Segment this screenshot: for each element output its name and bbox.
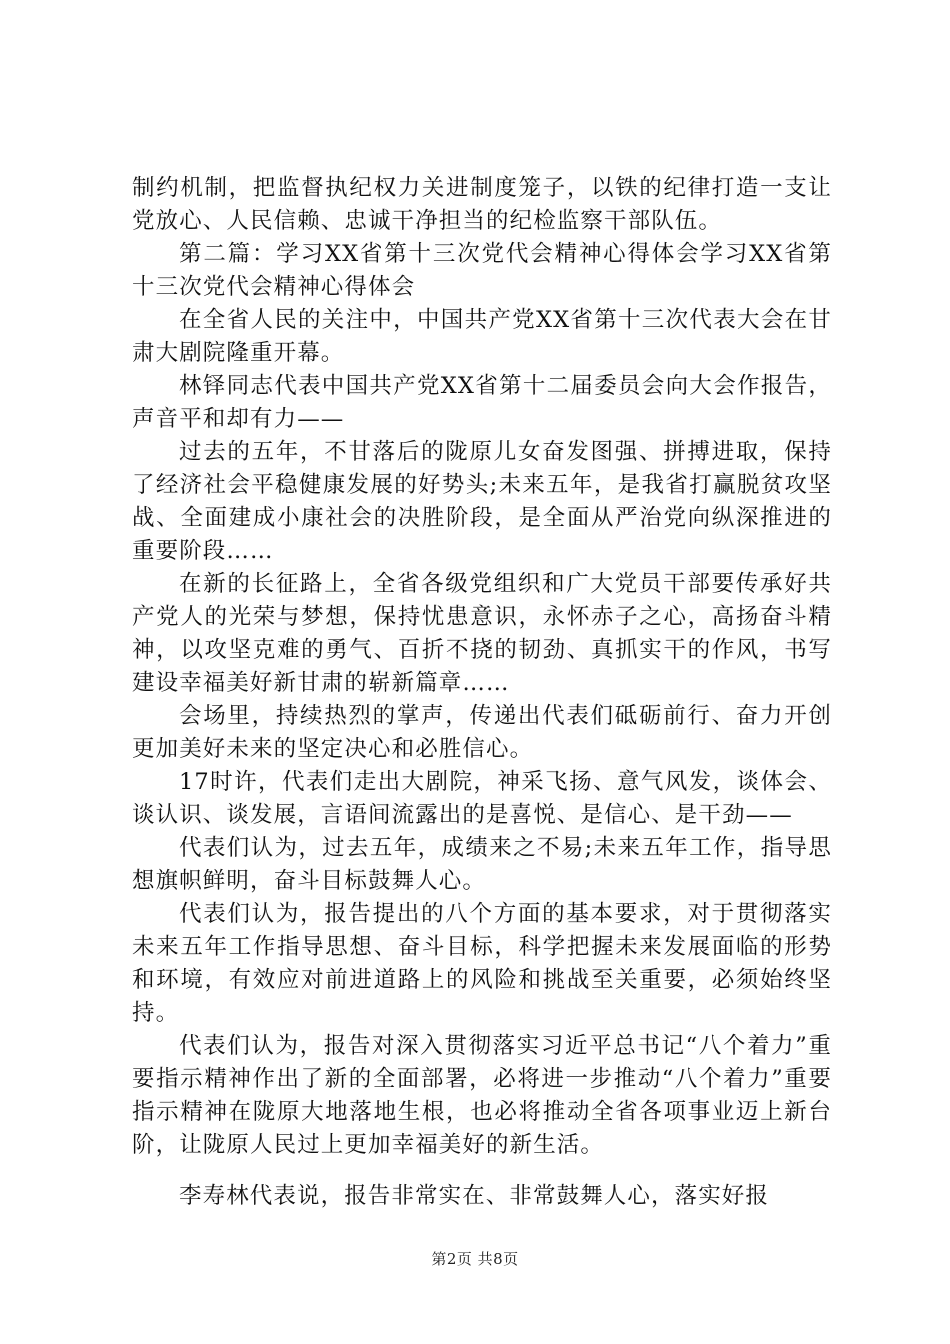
page-number-footer: 第2页 共8页 (431, 1250, 519, 1268)
section-heading: 第二篇：学习XX省第十三次党代会精神心得体会学习XX省第十三次党代会精神心得体会 (132, 241, 832, 300)
paragraph: 林铎同志代表中国共产党XX省第十二届委员会向大会作报告，声音平和却有力—— (132, 373, 832, 432)
paragraph: 李寿林代表说，报告非常实在、非常鼓舞人心，落实好报 (179, 1183, 770, 1209)
paragraph: 在全省人民的关注中，中国共产党XX省第十三次代表大会在甘肃大剧院隆重开幕。 (132, 307, 832, 366)
paragraph: 在新的长征路上，全省各级党组织和广大党员干部要传承好共产党人的光荣与梦想，保持忧患意识，永怀赤子之心，高扬奋斗精神，以攻坚克难的勇气、百折不挠的韧劲、真抓实干的作风，书写建设幸福美好新甘肃的崭新篇章…… (132, 571, 832, 696)
paragraph: 代表们认为，过去五年，成绩来之不易;未来五年工作，指导思想旗帜鲜明，奋斗目标鼓舞人心。 (132, 835, 832, 894)
paragraph-continuation: 制约机制，把监督执纪权力关进制度笼子，以铁的纪律打造一支让党放心、人民信赖、忠诚干净担当的纪检监察干部队伍。 (132, 175, 832, 234)
paragraph: 代表们认为，报告提出的八个方面的基本要求，对于贯彻落实未来五年工作指导思想、奋斗目标，科学把握未来发展面临的形势和环境，有效应对前进道路上的风险和挑战至关重要，必须始终坚持。 (132, 901, 832, 1026)
document-body (132, 172, 832, 1213)
paragraph: 代表们认为，报告对深入贯彻落实习近平总书记“八个着力”重要指示精神作出了新的全面部署，必将进一步推动“八个着力”重要指示精神在陇原大地落地生根，也必将推动全省各项事业迈上新台阶，让陇原人民过上更加幸福美好的新生活。 (132, 1033, 832, 1158)
paragraph: 会场里，持续热烈的掌声，传递出代表们砥砺前行、奋力开创更加美好未来的坚定决心和必胜信心。 (132, 703, 832, 762)
paragraph: 17时许，代表们走出大剧院，神采飞扬、意气风发，谈体会、谈认识、谈发展，言语间流露出的是喜悦、是信心、是干劲—— (132, 769, 832, 828)
paragraph: 过去的五年，不甘落后的陇原儿女奋发图强、拼搏进取，保持了经济社会平稳健康发展的好势头;未来五年，是我省打赢脱贫攻坚战、全面建成小康社会的决胜阶段，是全面从严治党向纵深推进的重要阶段…… (132, 439, 832, 564)
